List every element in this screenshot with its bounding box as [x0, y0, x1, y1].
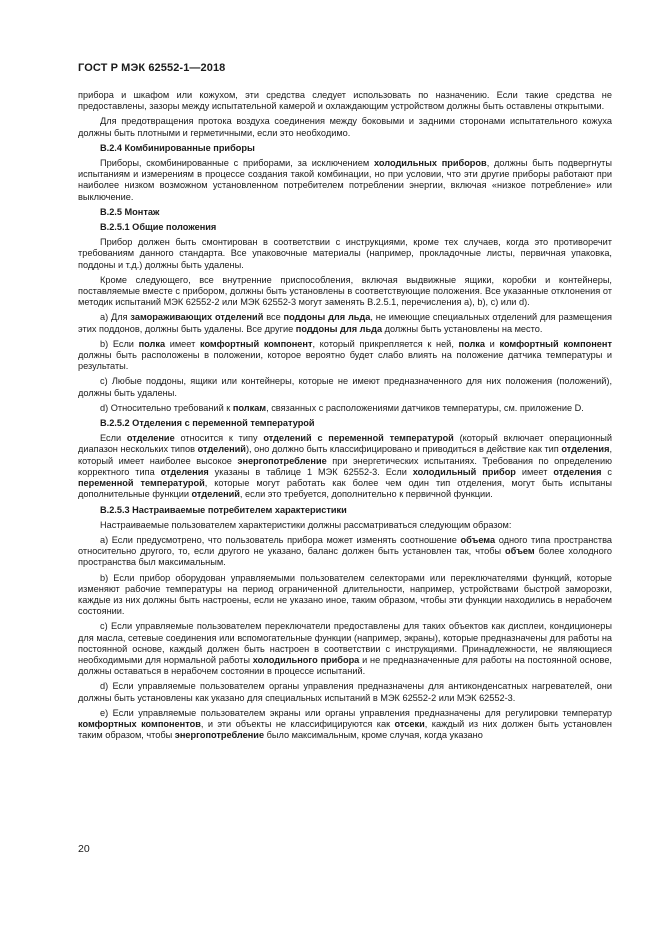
- paragraph: Прибор должен быть смонтирован в соответствии с инструкциями, кроме тех случаев, когда это противоречит требованиям данного стандарта. Все упаковочные материалы (например, прокладочные листы, первичная упаковка, поддоны и т.д.) должны быть удалены.: [78, 237, 612, 270]
- paragraph: с) Если управляемые пользователем переключатели предоставлены для таких объектов как дисплеи, кондиционеры для масла, сетевые соединения или вспомогательные функции (например, экраны), которые предназначены для работы на постоянной основе, каждый должен быть настроен в соответствии с инструкциями. Принадлежности, не являющиеся необходимыми для нормальной работы холодильного прибора и не предназначенные для работы на постоянной основе, должны оставаться в нерабочем состоянии в процессе испытаний.: [78, 621, 612, 677]
- paragraph: b) Если прибор оборудован управляемыми пользователем селекторами или переключателями функций, которые изменяют рабочие температуры на период ограниченной длительности, например, устройствами быстрой заморозки, каждые из них должны быть настроены, если не указано иное, таким образом, чтобы эти функции находились в нерабочем состоянии.: [78, 572, 612, 617]
- section-heading: В.2.5 Монтаж: [100, 206, 160, 217]
- paragraph: Настраиваемые пользователем характеристики должны рассматриваться следующим образом:: [100, 519, 512, 530]
- paragraph: с) Любые поддоны, ящики или контейнеры, которые не имеют предназначенного для них положения (положений), должны быть удалены.: [78, 376, 612, 398]
- document-header: ГОСТ Р МЭК 62552-1—2018: [78, 62, 226, 74]
- paragraph: Приборы, скомбинированные с приборами, за исключением холодильных приборов, должны быть подвергнуты испытаниям и измерениям в процессе создания такой комбинации, но при условии, что эти другие приборы работают при наиболее низком возможном установленном потребителем потреблении энергии, включая «низкое потребление» или выключение.: [78, 158, 612, 202]
- paragraph: прибора и шкафом или кожухом, эти средства следует использовать по назначению. Если такие средства не предоставлены, зазоры между испытательной камерой и охлаждающим устройством должны быть оставлены открытыми.: [78, 90, 612, 112]
- paragraph: b) Если полка имеет комфортный компонент, который прикрепляется к ней, полка и комфортный компонент должны быть расположены в положении, которое вероятно будет слабо влиять на положение датчика температуры и результаты.: [78, 338, 612, 372]
- section-heading: В.2.4 Комбинированные приборы: [100, 142, 255, 153]
- page-number: 20: [78, 843, 90, 855]
- document-body: [78, 90, 612, 745]
- section-heading: В.2.5.3 Настраиваемые потребителем характеристики: [100, 504, 347, 515]
- paragraph: е) Если управляемые пользователем экраны или органы управления предназначены для регулировки температур комфортных компонентов, и эти объекты не классифицируются как отсеки, каждый из них должен быть установлен таким образом, чтобы энергопотребление было максимальным, кроме случая, когда указано: [78, 707, 612, 741]
- section-heading: В.2.5.2 Отделения с переменной температурой: [100, 418, 315, 429]
- section-heading: В.2.5.1 Общие положения: [100, 222, 217, 233]
- paragraph: d) Относительно требований к полкам, связанных с расположениями датчиков температуры, см. приложение D.: [100, 402, 584, 413]
- paragraph: а) Для замораживающих отделений все поддоны для льда, не имеющие специальных отделений для размещения этих поддонов, должны быть удалены. Все другие поддоны для льда должны быть установлены на место.: [78, 312, 612, 334]
- paragraph: а) Если предусмотрено, что пользователь прибора может изменять соотношение объема одного типа пространства относительно другого, то, если другого не указано, баланс должен быть установлен так, чтобы объем более холодного пространства был максимальным.: [78, 534, 612, 568]
- paragraph: Если отделение относится к типу отделений с переменной температурой (который включает операционный диапазон нескольких типов отделений), оно должно быть классифицировано и приводиться в действие как тип отделения, который имеет наиболее высокое энергопотребление при энергетических испытаниях. Требования по определению корректного типа отделения указаны в таблице 1 МЭК 62552-3. Если холодильный прибор имеет отделения с переменной температурой, которые могут работать как более чем один тип отделения, могут быть испытаны дополнительные функции отделений, если это требуется, дополнительно к первичной функции.: [78, 433, 612, 500]
- paragraph: Кроме следующего, все внутренние приспособления, включая выдвижные ящики, коробки и контейнеры, поставляемые вместе с прибором, должны быть установлены в соответствующие положения. Все указанные отклонения от методик испытаний МЭК 62552-2 или МЭК 62552-3 могут заменять В.2.5.1, перечисления а), b), с) или d).: [78, 274, 612, 308]
- paragraph: d) Если управляемые пользователем органы управления предназначены для антиконденсатных нагревателей, они должны быть установлены как указано для специальных испытаний в МЭК 62552-2 или МЭК 62552-3.: [78, 681, 612, 703]
- paragraph: Для предотвращения протока воздуха соединения между боковыми и задними сторонами испытательного кожуха должны быть плотными и герметичными, если это необходимо.: [78, 116, 612, 138]
